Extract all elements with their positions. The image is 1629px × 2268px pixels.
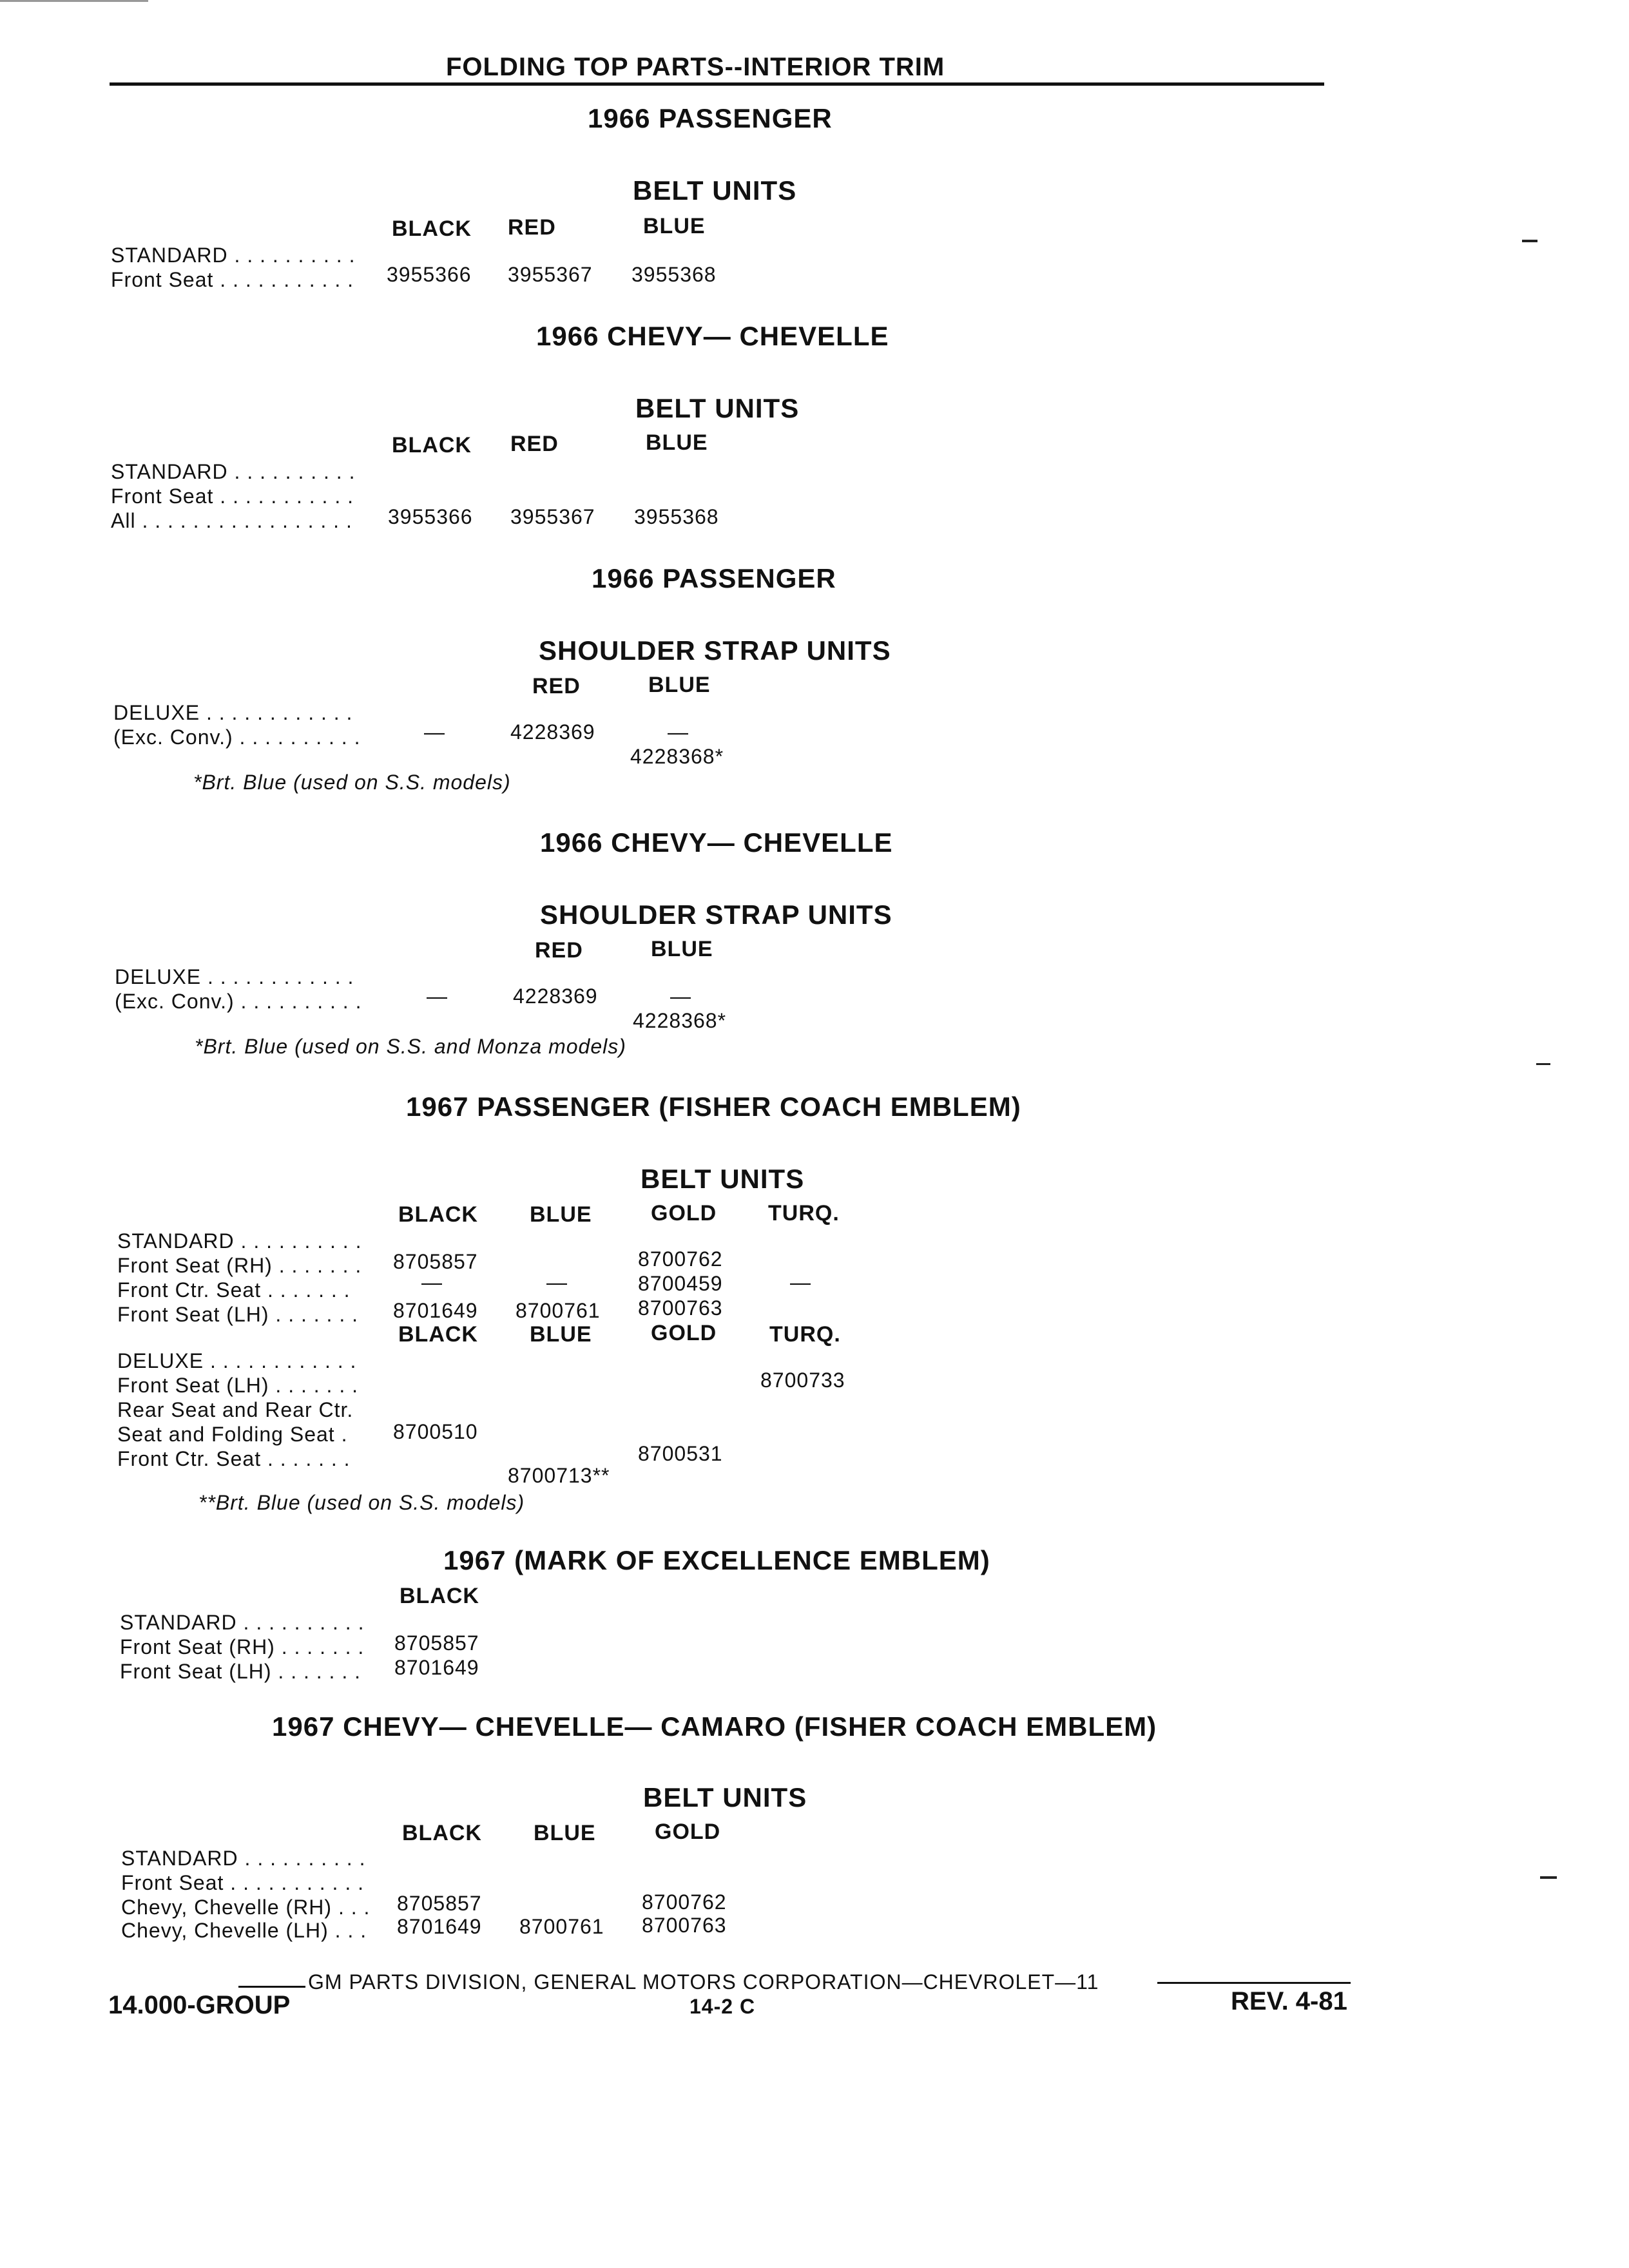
section-title: 1966 CHEVY— CHEVELLE	[540, 827, 893, 858]
row-label: STANDARD . . . . . . . . . .	[111, 244, 356, 267]
corner-mark	[0, 0, 148, 2]
part-number: 4228369	[513, 985, 598, 1008]
footer-revision: REV. 4-81	[1231, 1987, 1347, 2015]
section-title: 1966 CHEVY— CHEVELLE	[536, 321, 889, 351]
part-number: 8700713**	[508, 1464, 610, 1487]
column-header: RED	[508, 215, 556, 240]
column-header: BLUE	[530, 1322, 592, 1347]
row-label: Front Seat . . . . . . . . . . .	[111, 485, 354, 508]
row-label: Front Ctr. Seat . . . . . . .	[117, 1447, 351, 1470]
part-number: 8700763	[642, 1914, 727, 1937]
part-number: —	[546, 1271, 568, 1294]
part-number: 8700531	[638, 1442, 723, 1465]
row-label: Front Seat . . . . . . . . . . .	[121, 1871, 364, 1894]
part-number: —	[668, 720, 689, 744]
footnote: **Brt. Blue (used on S.S. models)	[198, 1491, 525, 1514]
part-number: 8701649	[393, 1299, 478, 1322]
part-number: 8701649	[397, 1915, 482, 1938]
part-number: 3955366	[388, 505, 473, 528]
part-number: 8705857	[394, 1631, 479, 1655]
column-header: BLACK	[398, 1202, 478, 1227]
footnote: *Brt. Blue (used on S.S. and Monza models)	[195, 1035, 626, 1058]
column-header: BLACK	[402, 1821, 482, 1845]
row-label: Chevy, Chevelle (LH) . . .	[121, 1919, 367, 1942]
section-subtitle: SHOULDER STRAP UNITS	[539, 635, 891, 666]
margin-mark	[1540, 1876, 1557, 1879]
margin-mark	[1536, 1063, 1550, 1065]
part-number: 4228368*	[633, 1009, 727, 1032]
footer-page-number: 14-2 C	[689, 1995, 756, 2018]
part-number: 3955367	[508, 263, 593, 286]
footer-division: GM PARTS DIVISION, GENERAL MOTORS CORPORATION—CHEVROLET—11	[308, 1970, 1099, 1994]
part-number: —	[670, 985, 691, 1008]
row-label: STANDARD . . . . . . . . . .	[111, 460, 356, 483]
row-label: DELUXE . . . . . . . . . . . .	[117, 1349, 357, 1372]
section-title: 1967 PASSENGER (FISHER COACH EMBLEM)	[406, 1091, 1021, 1122]
column-header: BLUE	[648, 673, 711, 697]
header-rule	[110, 82, 1324, 86]
row-label: (Exc. Conv.) . . . . . . . . . .	[113, 726, 361, 749]
part-number: 3955367	[510, 505, 595, 528]
row-label: Front Seat (RH) . . . . . . .	[117, 1254, 362, 1277]
part-number: —	[424, 720, 445, 744]
column-header: BLACK	[392, 433, 472, 457]
row-label: Front Seat . . . . . . . . . . .	[111, 268, 354, 291]
part-number: 8700762	[642, 1890, 727, 1914]
part-number: 8700762	[638, 1247, 723, 1271]
row-label: STANDARD . . . . . . . . . .	[121, 1847, 366, 1870]
column-header: GOLD	[655, 1820, 721, 1844]
section-subtitle: BELT UNITS	[635, 393, 800, 423]
part-number: 8701649	[394, 1656, 479, 1679]
part-number: 4228369	[510, 720, 595, 744]
section-subtitle: BELT UNITS	[641, 1164, 805, 1194]
part-number: 8705857	[397, 1892, 482, 1915]
footer-rule-left	[238, 1986, 305, 1988]
column-header: GOLD	[651, 1321, 717, 1345]
footer-group: 14.000-GROUP	[108, 1991, 291, 2019]
column-header: RED	[532, 674, 581, 698]
row-label: Chevy, Chevelle (RH) . . .	[121, 1896, 371, 1919]
part-number: 8700763	[638, 1296, 723, 1320]
row-label: Front Seat (RH) . . . . . . .	[120, 1635, 365, 1658]
column-header: BLUE	[646, 430, 708, 455]
row-label: Front Ctr. Seat . . . . . . .	[117, 1278, 351, 1302]
margin-mark	[1522, 240, 1537, 242]
section-title: 1967 (MARK OF EXCELLENCE EMBLEM)	[443, 1545, 990, 1575]
section-subtitle: BELT UNITS	[633, 175, 797, 206]
column-header: BLUE	[651, 937, 713, 961]
row-label: Front Seat (LH) . . . . . . .	[120, 1660, 361, 1683]
column-header: BLACK	[392, 216, 472, 241]
footnote: *Brt. Blue (used on S.S. models)	[193, 771, 511, 794]
row-label: DELUXE . . . . . . . . . . . .	[113, 701, 353, 724]
row-label: Front Seat (LH) . . . . . . .	[117, 1374, 358, 1397]
part-number: 8700459	[638, 1272, 723, 1295]
section-title: 1967 CHEVY— CHEVELLE— CAMARO (FISHER COACH EMBLEM)	[272, 1711, 1157, 1742]
row-label: STANDARD . . . . . . . . . .	[120, 1611, 365, 1634]
column-header: BLACK	[400, 1584, 479, 1608]
row-label: DELUXE . . . . . . . . . . . .	[115, 965, 354, 988]
column-header: RED	[535, 938, 583, 963]
row-label: (Exc. Conv.) . . . . . . . . . .	[115, 990, 362, 1013]
column-header: BLUE	[643, 214, 706, 238]
column-header: BLUE	[530, 1202, 592, 1227]
part-number: 3955366	[387, 263, 472, 286]
page-title: FOLDING TOP PARTS--INTERIOR TRIM	[446, 53, 945, 81]
part-number: 8700733	[760, 1369, 845, 1392]
row-label: Rear Seat and Rear Ctr.	[117, 1398, 354, 1421]
part-number: —	[421, 1271, 443, 1294]
part-number: 8700510	[393, 1420, 478, 1443]
column-header: RED	[510, 432, 559, 456]
column-header: BLUE	[534, 1821, 596, 1845]
column-header: TURQ.	[769, 1322, 841, 1347]
part-number: 3955368	[634, 505, 719, 528]
column-header: BLACK	[398, 1322, 478, 1347]
row-label: All . . . . . . . . . . . . . . . . .	[111, 509, 352, 532]
section-subtitle: SHOULDER STRAP UNITS	[540, 899, 892, 930]
section-title: 1966 PASSENGER	[588, 103, 833, 133]
footer-rule-right	[1157, 1982, 1351, 1984]
part-number: 8705857	[393, 1250, 478, 1273]
part-number: —	[790, 1271, 811, 1294]
row-label: Seat and Folding Seat .	[117, 1423, 348, 1446]
part-number: —	[427, 985, 448, 1008]
column-header: GOLD	[651, 1201, 717, 1225]
row-label: STANDARD . . . . . . . . . .	[117, 1229, 362, 1253]
part-number: 3955368	[631, 263, 717, 286]
section-title: 1966 PASSENGER	[592, 563, 836, 593]
column-header: TURQ.	[768, 1201, 840, 1225]
part-number: 8700761	[516, 1299, 601, 1322]
part-number: 4228368*	[630, 745, 724, 768]
row-label: Front Seat (LH) . . . . . . .	[117, 1303, 358, 1326]
part-number: 8700761	[519, 1915, 604, 1938]
section-subtitle: BELT UNITS	[643, 1782, 807, 1812]
